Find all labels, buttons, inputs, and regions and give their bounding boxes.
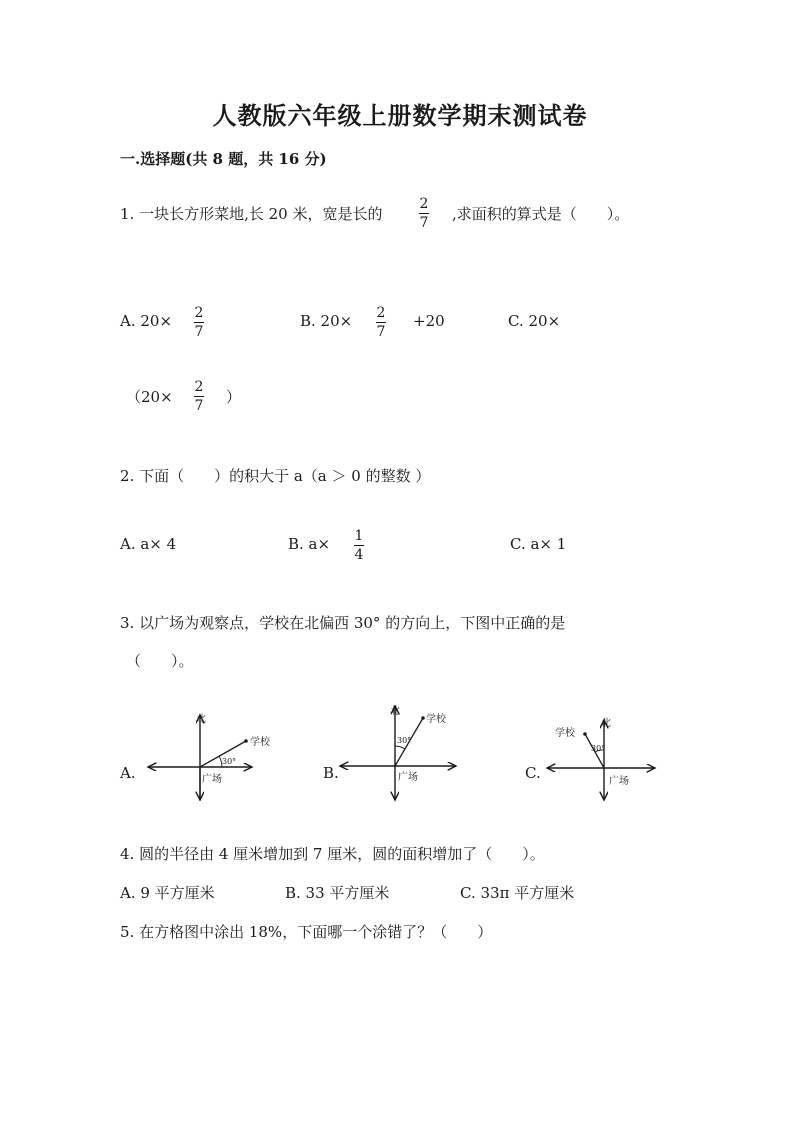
fraction-denominator: 7 [419, 215, 429, 231]
fraction-denominator: 7 [376, 324, 386, 340]
fraction-denominator: 7 [194, 398, 204, 414]
fraction-numerator: 1 [354, 528, 364, 544]
fraction-numerator: 2 [376, 305, 386, 321]
q1-option-b: B. 20× [300, 312, 353, 330]
q5-text: 5. 在方格图中涂出 18%，下面哪一个涂错了？（ ） [120, 923, 493, 941]
q3-text-blank: （ ）。 [126, 652, 194, 670]
q3-text: 3. 以广场为观察点，学校在北偏西 30° 的方向上，下图中正确的是 [120, 614, 566, 632]
fraction-numerator: 2 [194, 305, 204, 321]
q2-text: 2. 下面（ ）的积大于 a（a ＞ 0 的整数 ） [120, 467, 431, 485]
q2-option-b-fraction [354, 528, 364, 563]
plaza-label: 广场 [398, 772, 418, 783]
q1-option-c-continued: （20× [126, 388, 173, 406]
q3-option-c-diagram [545, 712, 660, 804]
q1-option-c-suffix: ） [226, 388, 242, 406]
fraction-denominator: 7 [194, 324, 204, 340]
q3-option-b-label: B. [323, 764, 339, 782]
q1-option-c: C. 20× [508, 312, 561, 330]
plaza-label: 广场 [609, 776, 629, 787]
q1-fraction [419, 196, 429, 231]
fraction-bar [376, 322, 386, 323]
q2-option-b: B. a× [288, 535, 331, 553]
fraction-bar [354, 545, 364, 546]
q1-option-b-fraction [376, 305, 386, 340]
q1-option-a: A. 20× [120, 312, 173, 330]
q3-option-a-label: A. [120, 764, 136, 782]
q4-text: 4. 圆的半径由 4 厘米增加到 7 厘米，圆的面积增加了（ ）。 [120, 845, 545, 863]
fraction-numerator: 2 [194, 379, 204, 395]
q3-option-c-label: C. [525, 764, 541, 782]
q1-option-b-suffix: +20 [413, 312, 445, 330]
q1-text-before: 1. 一块长方形菜地,长 20 米，宽是长的 [120, 205, 383, 223]
q1-option-a-fraction [194, 305, 204, 340]
school-label: 学校 [555, 728, 575, 739]
school-label: 学校 [250, 737, 270, 748]
q3-option-b-diagram [338, 700, 463, 805]
angle-label: 30° [222, 757, 237, 766]
q4-option-c: C. 33π 平方厘米 [460, 884, 575, 902]
north-label: 北 [601, 718, 611, 729]
q2-option-c: C. a× 1 [510, 535, 567, 553]
q1-text-after: ,求面积的算式是（ ）。 [452, 205, 630, 223]
page-title: 人教版六年级上册数学期末测试卷 [212, 101, 588, 130]
q2-option-a: A. a× 4 [120, 535, 177, 553]
fraction-bar [194, 396, 204, 397]
north-label: 北 [390, 706, 400, 717]
fraction-numerator: 2 [419, 196, 429, 212]
fraction-bar [194, 322, 204, 323]
section-heading: 一.选择题(共 8 题，共 16 分) [120, 150, 327, 168]
north-label: 北 [196, 714, 206, 725]
q1-option-c-fraction [194, 379, 204, 414]
school-label: 学校 [426, 714, 446, 725]
q3-option-a-diagram [140, 705, 280, 805]
fraction-bar [419, 213, 429, 214]
plaza-label: 广场 [202, 774, 222, 785]
q4-option-a: A. 9 平方厘米 [120, 884, 215, 902]
fraction-denominator: 4 [354, 547, 364, 563]
q4-option-b: B. 33 平方厘米 [285, 884, 390, 902]
angle-label: 30° [591, 744, 606, 753]
angle-label: 30° [397, 736, 412, 745]
